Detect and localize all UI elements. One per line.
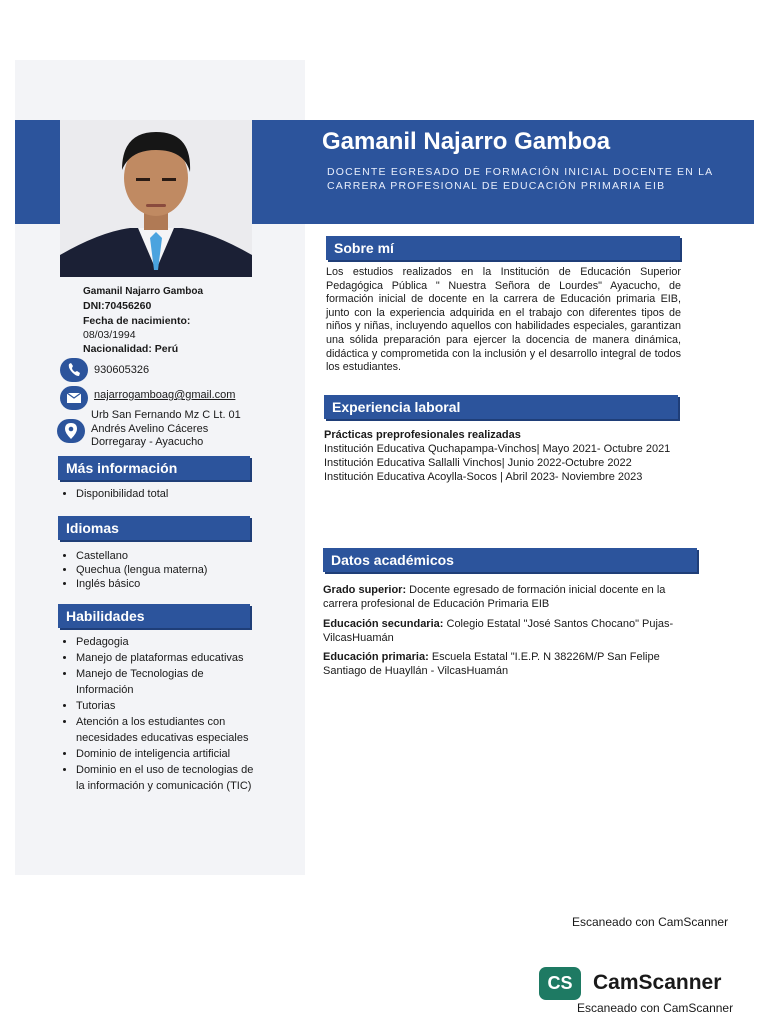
address-line-2: Andrés Avelino Cáceres: [91, 422, 209, 435]
location-pin-icon: [57, 419, 85, 443]
email-icon: [60, 386, 88, 410]
camscanner-logo-icon: CS: [539, 967, 581, 1000]
birth-date: 08/03/1994: [83, 329, 136, 341]
academicos-heading: Datos académicos: [323, 548, 697, 572]
list-item: • Castellano: [76, 549, 261, 563]
phone-icon: [60, 358, 88, 382]
habilidades-list: [62, 634, 256, 794]
email-link[interactable]: najarrogamboag@gmail.com: [94, 389, 236, 401]
list-item: • Dominio de inteligencia artificial: [76, 746, 256, 762]
list-item: Institución Educativa Quchapampa-Vinchos| Mayo 2021- Octubre 2021: [324, 443, 671, 455]
address-line-1: Urb San Fernando Mz C Lt. 01: [91, 409, 241, 421]
list-item: Institución Educativa Sallalli Vinchos| Junio 2022-Octubre 2022: [324, 456, 632, 469]
list-item: • Disponibilidad total: [76, 486, 261, 502]
acad-label: Educación secundaria:: [323, 618, 444, 630]
list-item: • Tutorias: [76, 698, 256, 714]
list-item: • Manejo de Tecnologias de Información: [76, 666, 256, 698]
acad-text: Escuela Estatal "I.E.P. N 38226M/P San Felipe Santiago de Huayllán - VilcasHuamán: [323, 651, 660, 677]
acad-text: Docente egresado de formación inicial docente en la carrera profesional de Educación Primaria EIB: [323, 584, 666, 610]
acad-label: Educación primaria:: [323, 651, 429, 663]
acad-item-primaria: [323, 651, 703, 678]
acad-item-superior: [323, 584, 703, 611]
idiomas-heading: Idiomas: [58, 516, 250, 540]
phone-number: 930605326: [94, 364, 150, 376]
list-item: • Pedagogia: [76, 634, 256, 650]
dni: DNI:70456260: [83, 300, 152, 312]
list-item: • Atención a los estudiantes con necesidades educativas especiales: [76, 714, 256, 746]
candidate-name: Gamanil Najarro Gamboa: [322, 128, 611, 155]
idiomas-list: [62, 549, 261, 591]
sobre-mi-heading: Sobre mí: [326, 236, 680, 260]
experiencia-list: [324, 443, 694, 484]
birth-label: Fecha de nacimiento:: [83, 315, 191, 327]
mas-info-heading: Más información: [58, 456, 250, 480]
list-item: • Quechua (lengua materna): [76, 563, 261, 577]
acad-text: Colegio Estatal "José Santos Chocano" Pujas- VilcasHuamán: [323, 618, 674, 644]
list-item: • Dominio en el uso de tecnologias de la información y comunicación (TIC): [76, 762, 256, 794]
camscanner-brand: CamScanner: [593, 971, 722, 994]
list-item: • Manejo de plataformas educativas: [76, 650, 256, 666]
experiencia-heading: Experiencia laboral: [324, 395, 678, 419]
list-item: Institución Educativa Acoylla-Socos | Abril 2023- Noviembre 2023: [324, 470, 643, 483]
header-band-left: [15, 120, 60, 224]
address-line-3: Dorregaray - Ayacucho: [91, 436, 204, 448]
mas-info-list: [62, 486, 261, 502]
profile-photo: [60, 120, 252, 277]
scan-note-top: Escaneado con CamScanner: [572, 915, 729, 929]
list-item: • Inglés básico: [76, 577, 261, 591]
experiencia-subtitle: Prácticas preprofesionales realizadas: [324, 429, 521, 441]
acad-label: Grado superior:: [323, 584, 407, 596]
id-name: Gamanil Najarro Gamboa: [83, 286, 204, 297]
sobre-mi-text: Los estudios realizados en la Institución de Educación Superior Pedagógica Pública " Nuestra Señora de Lourdes" Ayacucho, de formación inicial de docente en la carrera de Educación primaria EIB, junto con la experiencia adquirida en el trabajo con diferentes tipos de niños y niñas, incluyendo aquellos con habilidades especiales, garantizan una sólida preparación para ejercer la docencia de manera dinámica, didáctica y comprometida con la inclusión y el desarrollo integral de todos los estudiantes.: [326, 266, 681, 374]
nationality: Nacionalidad: Perú: [83, 343, 179, 355]
habilidades-heading: Habilidades: [58, 604, 250, 628]
candidate-subtitle: DOCENTE EGRESADO DE FORMACIÓN INICIAL DOCENTE EN LA CARRERA PROFESIONAL DE EDUCACIÓN PRIMARIA EIB: [327, 166, 713, 192]
acad-item-secundaria: [323, 618, 703, 645]
scan-note-bottom: Escaneado con CamScanner: [577, 1001, 734, 1015]
address: [91, 409, 241, 450]
